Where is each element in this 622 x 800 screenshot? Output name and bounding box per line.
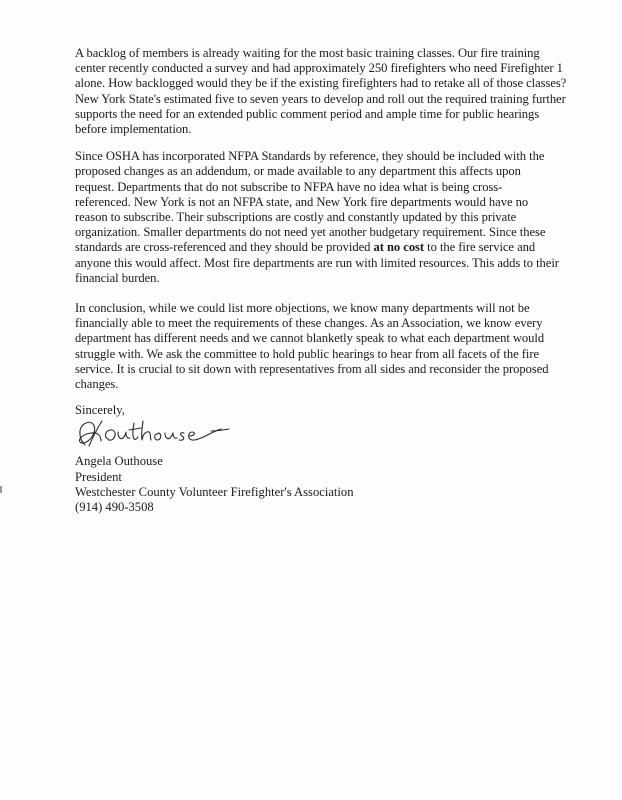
paragraph-conclusion xyxy=(75,301,575,392)
text-line: alone. How backlogged would they be if the existing firefighters had to retake all of those classes? xyxy=(75,76,567,91)
text-line: anyone this would affect. Most fire departments are run with limited resources. This adds to their xyxy=(75,255,559,270)
text-line: service. It is crucial to sit down with representatives from all sides and reconsider the proposed xyxy=(75,361,549,376)
text-segment: standards are cross-referenced and they should be provided xyxy=(75,240,374,255)
text-line: financially able to meet the requirements of these changes. As an Association, we know every xyxy=(75,316,543,331)
text-line: center recently conducted a survey and had approximately 250 firefighters who need Firefighter 1 xyxy=(75,61,563,76)
signer-phone: (914) 490-3508 xyxy=(75,500,154,515)
handwritten-signature xyxy=(71,415,236,451)
text-line: referenced. New York is not an NFPA state, and New York fire departments would have no xyxy=(75,194,529,209)
text-line: changes. xyxy=(75,377,119,392)
scan-edge-mark xyxy=(0,486,2,493)
text-line: financial burden. xyxy=(75,270,160,285)
signer-organization: Westchester County Volunteer Firefighter's Association xyxy=(75,485,354,500)
text-line: proposed changes as an addendum, or made available to any department this affects upon xyxy=(75,164,521,179)
signature-block xyxy=(75,454,575,515)
text-line: supports the need for an extended public comment period and ample time for public hearings xyxy=(75,106,540,121)
text-line: In conclusion, while we could list more objections, we know many departments will not be xyxy=(75,301,530,316)
text-line: Since OSHA has incorporated NFPA Standards by reference, they should be included with the xyxy=(75,149,545,164)
text-line xyxy=(75,240,575,255)
closing-salutation: Sincerely, xyxy=(75,403,125,418)
paragraph-training-backlog xyxy=(75,46,575,137)
text-line: organization. Smaller departments do not need yet another budgetary requirement. Since these xyxy=(75,225,546,240)
text-line: reason to subscribe. Their subscriptions are costly and constantly updated by this private xyxy=(75,210,517,225)
text-segment: to the fire service and xyxy=(424,240,536,255)
text-line: before implementation. xyxy=(75,122,192,137)
emphasis-at-no-cost: at no cost xyxy=(373,240,425,255)
text-line: New York State's estimated five to seven years to develop and roll out the required training further xyxy=(75,91,566,106)
signer-title: President xyxy=(75,469,122,484)
text-line: struggle with. We ask the committee to hold public hearings to hear from all facets of the fire xyxy=(75,346,540,361)
signer-name: Angela Outhouse xyxy=(75,454,163,469)
paragraph-nfpa-standards xyxy=(75,149,575,286)
letter-body xyxy=(75,46,575,516)
text-line: department has different needs and we cannot blanketly speak to what each department would xyxy=(75,331,545,346)
text-line: A backlog of members is already waiting for the most basic training classes. Our fire training xyxy=(75,46,540,60)
text-line: request. Departments that do not subscribe to NFPA have no idea what is being cross- xyxy=(75,179,503,194)
